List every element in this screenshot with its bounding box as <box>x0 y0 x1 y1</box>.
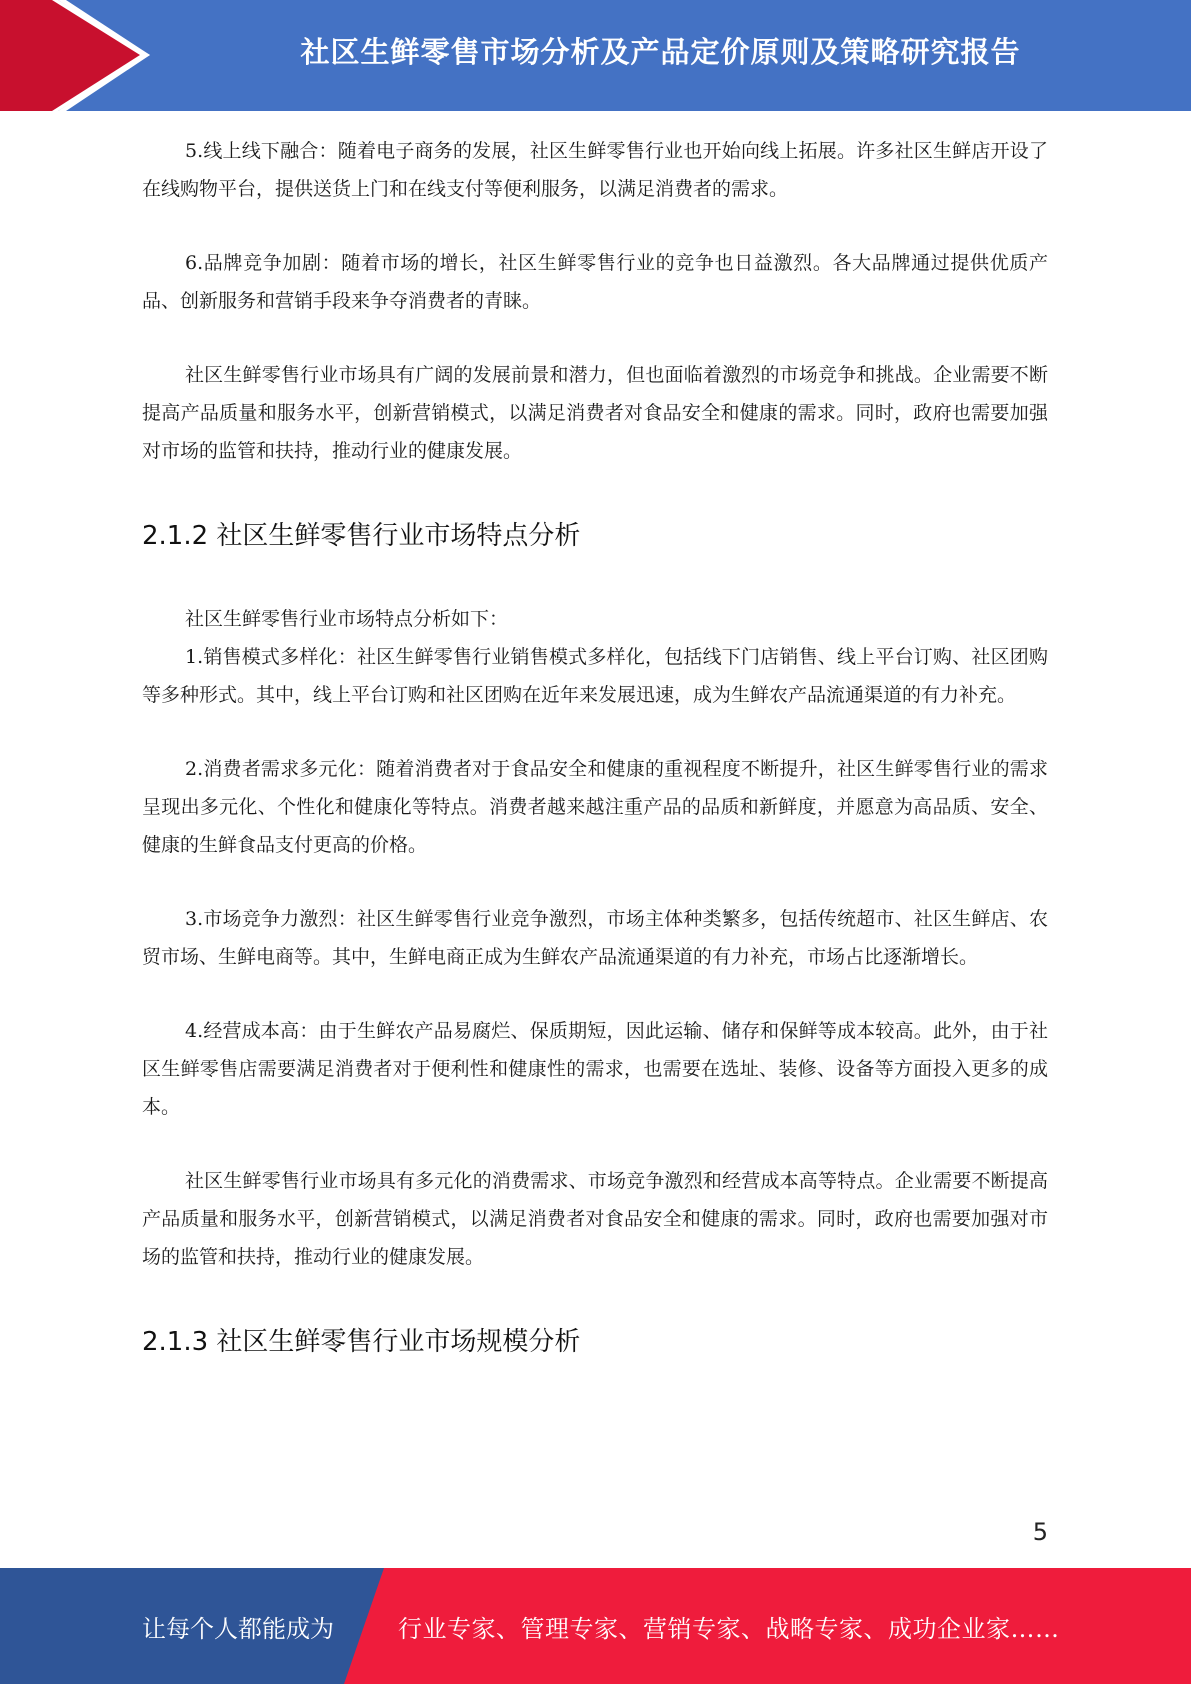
body-paragraph: 2.消费者需求多元化：随着消费者对于食品安全和健康的重视程度不断提升，社区生鲜零售行业的需求呈现出多元化、个性化和健康化等特点。消费者越来越注重产品的品质和新鲜度，并愿意为高品质、安全、健康的生鲜食品支付更高的价格。 <box>142 758 1048 856</box>
section-heading: 2.1.2 社区生鲜零售行业市场特点分析 <box>142 521 581 551</box>
footer-slogan-right: 行业专家、管理专家、营销专家、战略专家、成功企业家…… <box>398 1614 1060 1643</box>
body-paragraph: 社区生鲜零售行业市场具有多元化的消费需求、市场竞争激烈和经营成本高等特点。企业需要不断提高产品质量和服务水平，创新营销模式，以满足消费者对食品安全和健康的需求。同时，政府也需要加强对市场的监管和扶持，推动行业的健康发展。 <box>142 1170 1048 1268</box>
page-number: 5 <box>1032 1518 1048 1546</box>
body-paragraph: 社区生鲜零售行业市场具有广阔的发展前景和潜力，但也面临着激烈的市场竞争和挑战。企业需要不断提高产品质量和服务水平，创新营销模式，以满足消费者对食品安全和健康的需求。同时，政府也需要加强对市场的监管和扶持，推动行业的健康发展。 <box>142 364 1048 462</box>
document-title: 社区生鲜零售市场分析及产品定价原则及策略研究报告 <box>300 34 1021 69</box>
footer-slogan-left: 让每个人都能成为 <box>142 1614 334 1643</box>
document-body <box>142 132 1048 1406</box>
body-paragraph: 1.销售模式多样化：社区生鲜零售行业销售模式多样化，包括线下门店销售、线上平台订购、社区团购等多种形式。其中，线上平台订购和社区团购在近年来发展迅速，成为生鲜农产品流通渠道的有力补充。 <box>142 646 1048 706</box>
page-header <box>0 0 1191 111</box>
body-paragraph: 6.品牌竞争加剧：随着市场的增长，社区生鲜零售行业的竞争也日益激烈。各大品牌通过提供优质产品、创新服务和营销手段来争夺消费者的青睐。 <box>142 252 1048 312</box>
section-heading: 2.1.3 社区生鲜零售行业市场规模分析 <box>142 1327 581 1357</box>
body-paragraph: 社区生鲜零售行业市场特点分析如下： <box>185 608 509 630</box>
body-paragraph: 4.经营成本高：由于生鲜农产品易腐烂、保质期短，因此运输、储存和保鲜等成本较高。此外，由于社区生鲜零售店需要满足消费者对于便利性和健康性的需求，也需要在选址、装修、设备等方面投入更多的成本。 <box>142 1020 1048 1118</box>
page-footer <box>0 1568 1191 1684</box>
body-paragraph: 3.市场竞争力激烈：社区生鲜零售行业竞争激烈，市场主体种类繁多，包括传统超市、社区生鲜店、农贸市场、生鲜电商等。其中，生鲜电商正成为生鲜农产品流通渠道的有力补充，市场占比逐渐增长。 <box>142 908 1048 968</box>
body-paragraph: 5.线上线下融合：随着电子商务的发展，社区生鲜零售行业也开始向线上拓展。许多社区生鲜店开设了在线购物平台，提供送货上门和在线支付等便利服务，以满足消费者的需求。 <box>142 140 1048 200</box>
